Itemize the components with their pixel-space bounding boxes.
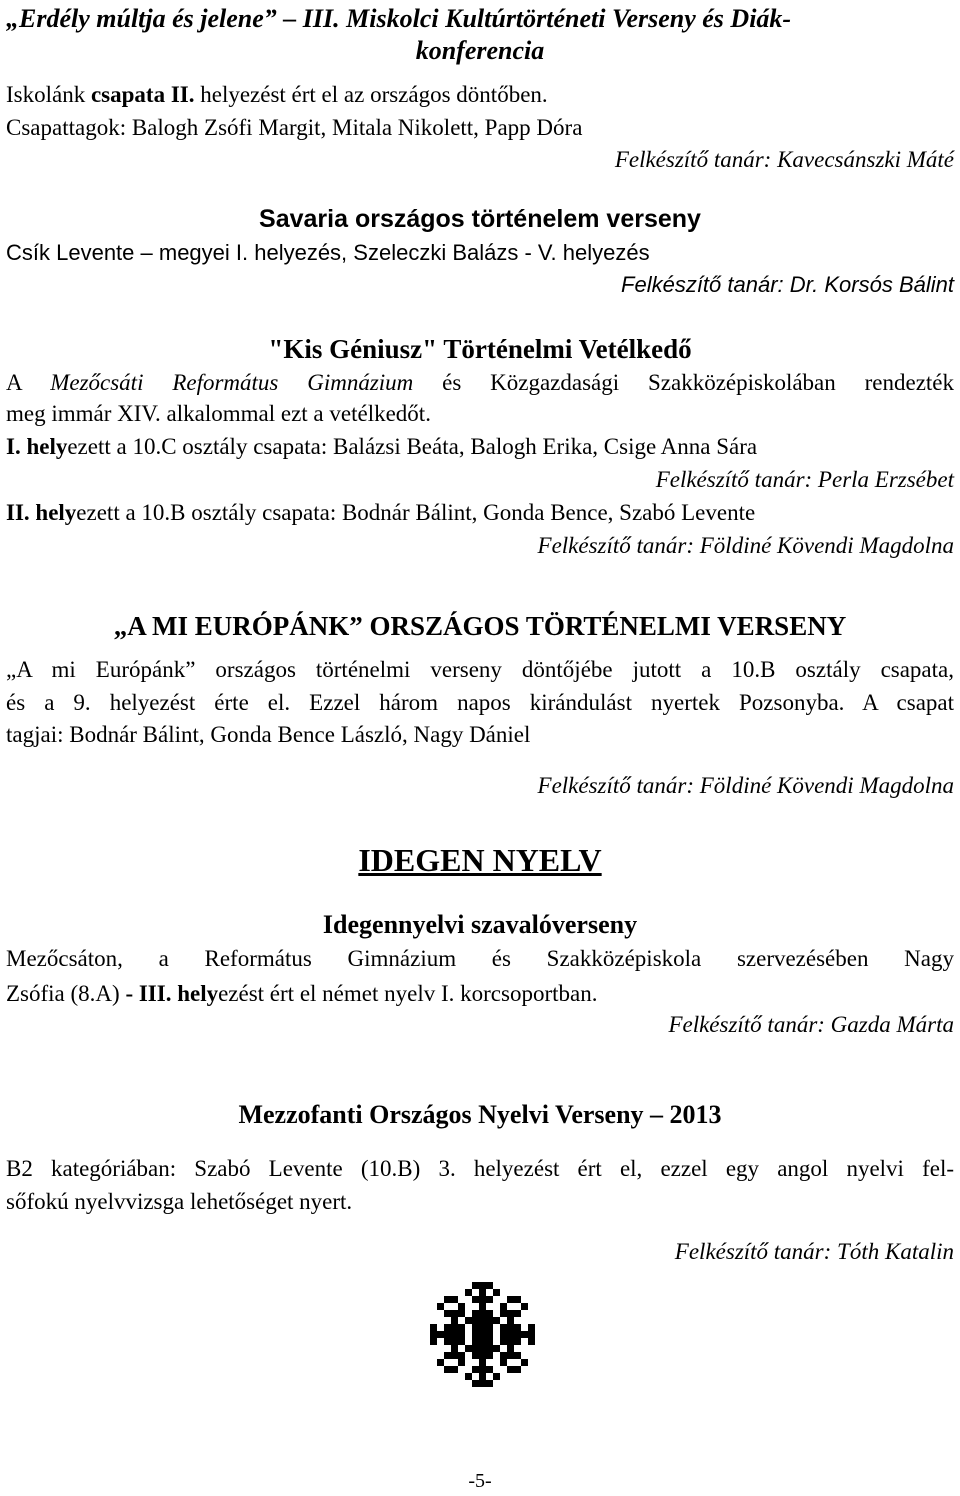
europank-teacher: Felkészítő tanár: Földiné Kövendi Magdolna	[537, 773, 954, 798]
ornament-icon	[430, 1282, 535, 1387]
europank-line1: „A mi Európánk” országos történelmi verseny döntőjébe jutott a 10.B osztály csapata,	[6, 657, 954, 682]
savaria-result: Csík Levente – megyei I. helyezés, Szeleczki Balázs - V. helyezés	[6, 240, 650, 265]
savaria-teacher: Felkészítő tanár: Dr. Korsós Bálint	[621, 272, 954, 297]
page-number: -5-	[468, 1470, 492, 1492]
kis-geniusz-second-place: II. helyezett a 10.B osztály csapata: Bodnár Bálint, Gonda Bence, Szabó Levente	[6, 500, 756, 525]
kis-geniusz-first-teacher: Felkészítő tanár: Perla Erzsébet	[655, 467, 954, 492]
kis-geniusz-second-teacher: Felkészítő tanár: Földiné Kövendi Magdolna	[537, 533, 954, 558]
idegen-nyelv-title: IDEGEN NYELV	[358, 842, 602, 878]
miskolc-team: Csapattagok: Balogh Zsófi Margit, Mitala Nikolett, Papp Dóra	[6, 115, 583, 140]
mezzofanti-line1: B2 kategóriában: Szabó Levente (10.B) 3. helyezést ért el, ezzel egy angol nyelvi fel-	[6, 1156, 954, 1181]
kis-geniusz-title: "Kis Géniusz" Történelmi Vetélkedő	[268, 334, 692, 364]
europank-title: „A MI EURÓPÁNK” ORSZÁGOS TÖRTÉNELMI VERSENY	[113, 611, 847, 641]
kis-geniusz-first-place: I. helyezett a 10.C osztály csapata: Balázsi Beáta, Balogh Erika, Csige Anna Sára	[6, 434, 758, 459]
szavaloverseny-teacher: Felkészítő tanár: Gazda Márta	[668, 1012, 954, 1037]
miskolc-teacher: Felkészítő tanár: Kavecsánszki Máté	[614, 147, 954, 172]
miskolc-title-line2: konferencia	[415, 36, 545, 65]
europank-line3: tagjai: Bodnár Bálint, Gonda Bence László, Nagy Dániel	[6, 722, 531, 747]
europank-line2: és a 9. helyezést érte el. Ezzel három napos kirándulást nyertek Pozsonyba. A csapat	[6, 690, 954, 715]
miskolc-result: Iskolánk csapata II. helyezést ért el az országos döntőben.	[6, 82, 548, 107]
kis-geniusz-intro-line2: meg immár XIV. alkalommal ezt a vetélkedőt.	[6, 401, 431, 426]
mezzofanti-line2: sőfokú nyelvvizsga lehetőséget nyert.	[6, 1189, 353, 1214]
miskolc-title-line1: „Erdély múltja és jelene” – III. Miskolci Kultúrtörténeti Verseny és Diák-	[6, 4, 792, 33]
mezzofanti-title: Mezzofanti Országos Nyelvi Verseny – 2013	[238, 1100, 722, 1129]
szavaloverseny-title: Idegennyelvi szavalóverseny	[322, 910, 638, 939]
szavaloverseny-line1: Mezőcsáton, a Református Gimnázium és Szakközépiskola szervezésében Nagy	[6, 946, 954, 971]
kis-geniusz-intro-line1: A Mezőcsáti Református Gimnázium és Közgazdasági Szakközépiskolában rendezték	[6, 370, 955, 395]
savaria-title: Savaria országos történelem verseny	[259, 205, 701, 233]
mezzofanti-teacher: Felkészítő tanár: Tóth Katalin	[674, 1239, 954, 1264]
szavaloverseny-line2: Zsófia (8.A) - III. helyezést ért el német nyelv I. korcsoportban.	[6, 981, 598, 1006]
